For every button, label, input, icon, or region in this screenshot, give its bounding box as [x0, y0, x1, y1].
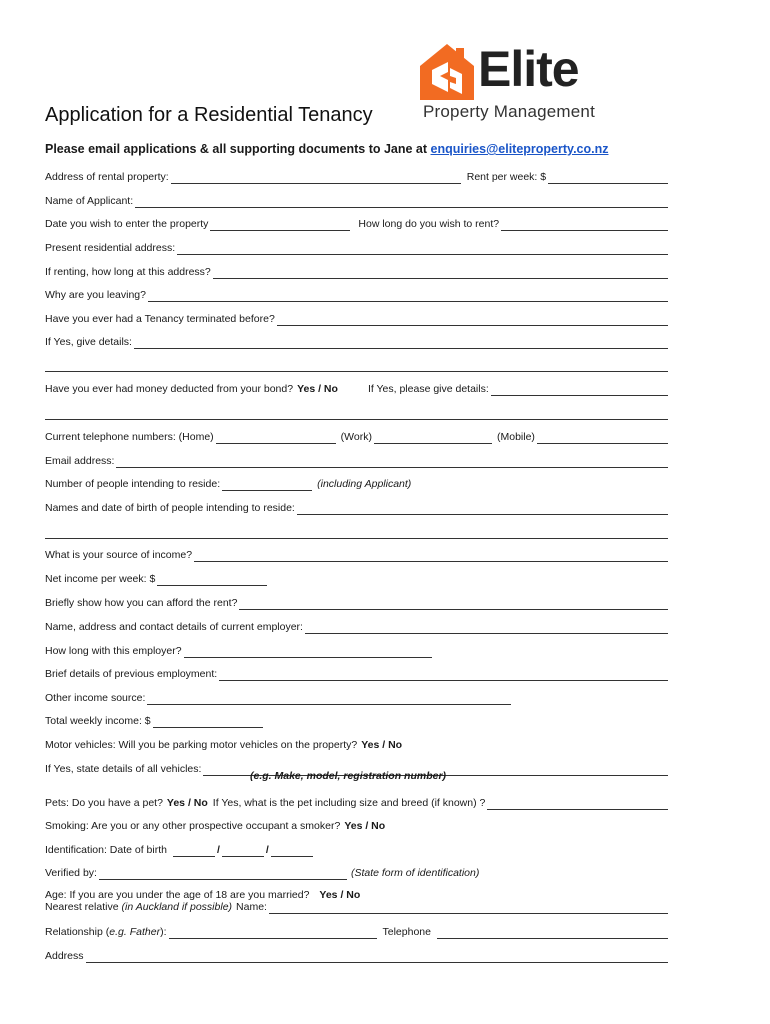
tenancy-terminated-label: Have you ever had a Tenancy terminated before?: [45, 313, 275, 325]
row-motor-vehicles: [45, 736, 670, 752]
phone-work-label: (Work): [340, 431, 372, 443]
why-leaving-field[interactable]: [148, 290, 668, 302]
if-renting-field[interactable]: [213, 267, 668, 279]
relative-name-label: Name:: [236, 901, 267, 913]
row-net-income: [45, 570, 670, 586]
dob-day-field[interactable]: [173, 845, 215, 857]
pets-label: Pets: Do you have a pet?: [45, 797, 163, 809]
afford-rent-label: Briefly show how you can afford the rent?: [45, 597, 238, 609]
row-employer: [45, 618, 670, 634]
in-auckland-note: (in Auckland if possible): [121, 901, 233, 913]
total-income-field[interactable]: [153, 716, 263, 728]
phone-mobile-label: (Mobile): [496, 431, 535, 443]
row-other-income: [45, 689, 670, 705]
row-address-rent: [45, 168, 670, 184]
rent-per-week-label: Rent per week: $: [466, 171, 547, 183]
dob-slash-1: /: [217, 844, 220, 856]
how-long-rent-field[interactable]: [501, 219, 668, 231]
bond-yes-no[interactable]: Yes / No: [297, 383, 338, 395]
address-label: Address: [45, 950, 84, 962]
row-employer-length: [45, 642, 670, 658]
bond-deducted-label: Have you ever had money deducted from your bond?: [45, 383, 294, 395]
row-blank-1: [45, 356, 670, 372]
identification-label: Identification: Date of birth: [45, 844, 167, 856]
row-if-yes-details: [45, 333, 670, 349]
num-people-label: Number of people intending to reside:: [45, 478, 221, 490]
blank-line-field[interactable]: [45, 527, 668, 539]
nearest-relative-label: Nearest relative: [45, 901, 119, 913]
other-income-field[interactable]: [147, 693, 511, 705]
row-tenancy-terminated: [45, 310, 670, 326]
address-rental-label: Address of rental property:: [45, 171, 169, 183]
verified-by-label: Verified by:: [45, 867, 97, 879]
row-total-income: [45, 712, 670, 728]
verified-by-field[interactable]: [99, 868, 347, 880]
relationship-label: Relationship: [45, 926, 103, 938]
age-label: Age: If you are you under the age of 18 are you married?: [45, 889, 310, 901]
other-income-label: Other income source:: [45, 692, 146, 704]
vehicles-yes-no[interactable]: Yes / No: [361, 739, 403, 751]
dob-year-field[interactable]: [271, 845, 313, 857]
employer-length-label: How long with this employer?: [45, 645, 182, 657]
row-verified-by: [45, 864, 670, 880]
instructions-text: Please email applications & all supporting documents to Jane at: [45, 142, 431, 156]
if-yes-details-field[interactable]: [134, 337, 668, 349]
bond-details-field[interactable]: [491, 384, 668, 396]
num-people-field[interactable]: [222, 479, 312, 491]
smoking-yes-no[interactable]: Yes / No: [344, 820, 386, 832]
row-bond: [45, 380, 670, 396]
present-address-label: Present residential address:: [45, 242, 176, 254]
relationship-example: e.g. Father: [109, 926, 161, 938]
relationship-paren-open: (: [105, 926, 110, 938]
row-smoking: [45, 817, 670, 833]
income-source-field[interactable]: [194, 550, 668, 562]
dob-slash-2: /: [265, 844, 269, 856]
address-field[interactable]: [86, 951, 668, 963]
row-income-source: [45, 546, 670, 562]
motor-vehicles-label: Motor vehicles: Will you be parking motor vehicles on the property?: [45, 739, 358, 751]
relative-name-field[interactable]: [269, 902, 668, 914]
row-date-enter: [45, 215, 670, 231]
row-blank-3: [45, 523, 670, 539]
vehicle-example-note: (e.g. Make, model, registration number): [250, 770, 447, 782]
row-num-people: [45, 475, 670, 491]
income-source-label: What is your source of income?: [45, 549, 193, 561]
relationship-field[interactable]: [169, 927, 377, 939]
row-why-leaving: [45, 286, 670, 302]
row-present-address: [45, 239, 670, 255]
prev-employment-label: Brief details of previous employment:: [45, 668, 218, 680]
row-afford-rent: [45, 594, 670, 610]
row-pets: [45, 794, 670, 810]
row-phones: [45, 428, 670, 444]
prev-employment-field[interactable]: [219, 669, 668, 681]
why-leaving-label: Why are you leaving?: [45, 289, 146, 301]
name-field[interactable]: [135, 196, 668, 208]
names-dob-field[interactable]: [297, 503, 668, 515]
row-names-dob: [45, 499, 670, 515]
instructions: [45, 142, 608, 156]
if-renting-label: If renting, how long at this address?: [45, 266, 211, 278]
row-prev-employment: [45, 665, 670, 681]
email-field[interactable]: [116, 456, 668, 468]
phone-work-field[interactable]: [374, 432, 492, 444]
net-income-field[interactable]: [157, 574, 267, 586]
row-nearest-relative: [45, 898, 670, 914]
smoking-label: Smoking: Are you or any other prospective occupant a smoker?: [45, 820, 341, 832]
telephone-field[interactable]: [437, 927, 668, 939]
present-address-field[interactable]: [177, 243, 668, 255]
name-label: Name of Applicant:: [45, 195, 134, 207]
email-label: Email address:: [45, 455, 115, 467]
house-logo-icon: [418, 42, 476, 102]
dob-month-field[interactable]: [222, 845, 264, 857]
tenancy-terminated-field[interactable]: [277, 314, 668, 326]
age-yes-no[interactable]: Yes / No: [319, 889, 361, 901]
afford-rent-field[interactable]: [239, 598, 668, 610]
date-enter-field[interactable]: [210, 219, 350, 231]
phone-mobile-field[interactable]: [537, 432, 668, 444]
blank-line-field[interactable]: [45, 360, 668, 372]
address-rental-field[interactable]: [171, 172, 461, 184]
phone-home-field[interactable]: [216, 432, 336, 444]
pets-yes-no[interactable]: Yes / No: [166, 797, 208, 809]
how-long-rent-label: How long do you wish to rent?: [358, 218, 500, 230]
pet-details-label: If Yes, what is the pet including size and breed (if known) ?: [212, 797, 486, 809]
employer-length-field[interactable]: [184, 646, 432, 658]
blank-line-field[interactable]: [45, 408, 668, 420]
row-if-renting: [45, 263, 670, 279]
pet-details-field[interactable]: [487, 798, 668, 810]
employer-details-label: Name, address and contact details of current employer:: [45, 621, 303, 633]
row-name: [45, 192, 670, 208]
names-dob-label: Names and date of birth of people intending to reside:: [45, 502, 295, 514]
telephone-label: Telephone: [382, 926, 431, 938]
phone-home-label: Current telephone numbers: (Home): [45, 431, 214, 443]
including-applicant-note: (including Applicant): [317, 478, 412, 490]
logo-wordmark: Elite: [478, 41, 579, 97]
state-id-note: (State form of identification): [350, 867, 480, 879]
row-email: [45, 452, 670, 468]
logo-subtitle: Property Management: [423, 102, 595, 121]
date-enter-label: Date you wish to enter the property: [45, 218, 209, 230]
row-address: [45, 947, 670, 963]
total-income-label: Total weekly income: $: [45, 715, 151, 727]
row-relationship: [45, 923, 670, 939]
row-blank-2: [45, 404, 670, 420]
net-income-label: Net income per week: $: [45, 573, 156, 585]
email-link[interactable]: enquiries@eliteproperty.co.nz: [430, 142, 609, 156]
employer-details-field[interactable]: [305, 622, 668, 634]
vehicle-details-label: If Yes, state details of all vehicles:: [45, 763, 202, 775]
if-yes-details-label: If Yes, give details:: [45, 336, 132, 348]
bond-details-label: If Yes, please give details:: [367, 383, 489, 395]
rent-per-week-field[interactable]: [548, 172, 668, 184]
company-logo: [418, 42, 608, 128]
relationship-paren-close: ):: [160, 926, 167, 938]
row-identification: [45, 841, 670, 857]
page-title: Application for a Residential Tenancy: [45, 104, 373, 126]
